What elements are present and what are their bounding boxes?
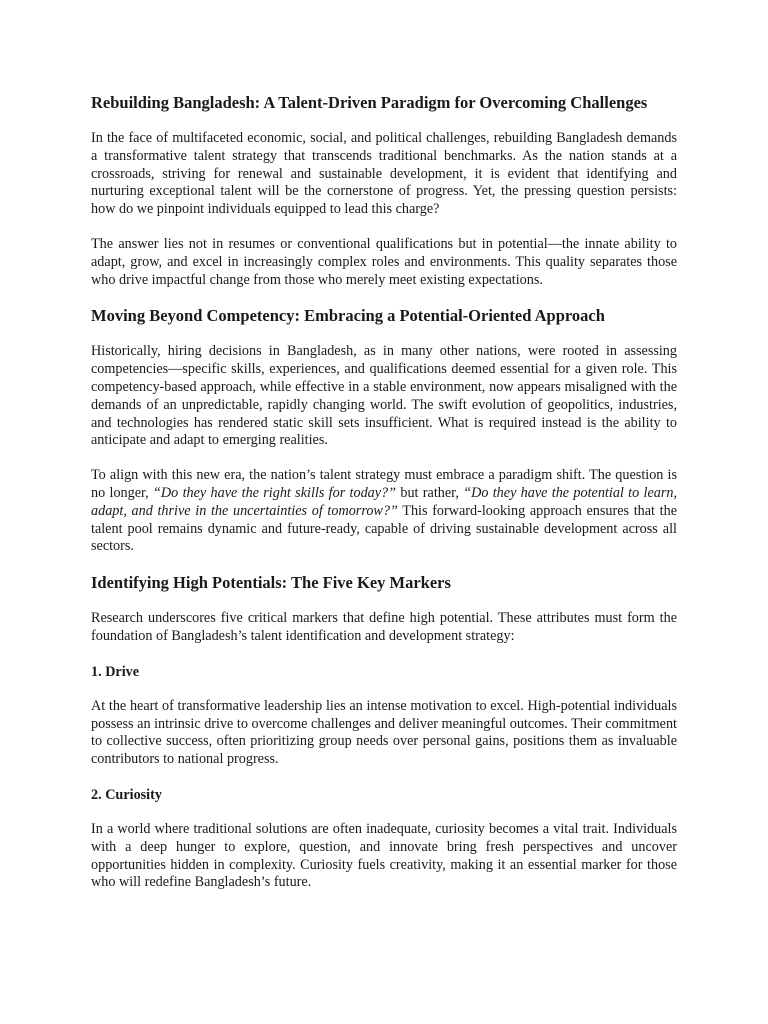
paragraph-text: but rather, xyxy=(396,484,464,501)
paragraph-text: This forward-looking approach ensures that the talent pool remains dynamic and future-ready, capable of driving sustainable development across all sectors. xyxy=(91,502,678,555)
paragraph-text: To align with this new era, the nation’s talent strategy must embrace a paradigm shift. The question is no longer, xyxy=(91,467,677,501)
marker-heading-curiosity: 2. Curiosity xyxy=(91,786,162,803)
quote-potential-tomorrow: “Do they have the potential to learn, adapt, and thrive in the uncertainties of tomorrow?” xyxy=(91,484,678,519)
document-title: Rebuilding Bangladesh: A Talent-Driven Paradigm for Overcoming Challenges xyxy=(91,93,648,112)
document-page xyxy=(91,93,677,909)
marker-text-curiosity: In a world where traditional solutions are often inadequate, curiosity becomes a vital trait. Individuals with a deep hunger to explore, question, and innovate bring fresh perspectives and uncover opportunities hidden in complexity. Curiosity fuels creativity, making it an essential marker for those who will redefine Bangladesh’s future. xyxy=(91,820,677,891)
section-heading-high-potentials: Identifying High Potentials: The Five Key Markers xyxy=(91,573,451,593)
competency-paragraph-2 xyxy=(91,467,677,556)
marker-heading-drive: 1. Drive xyxy=(91,663,140,680)
section-heading-competency: Moving Beyond Competency: Embracing a Potential-Oriented Approach xyxy=(91,306,605,326)
marker-text-drive: At the heart of transformative leadership lies an intense motivation to excel. High-potential individuals possess an intrinsic drive to overcome challenges and deliver meaningful outcomes. Their commitment to collective success, often prioritizing group needs over personal gains, positions them as invaluable contributors to national progress. xyxy=(91,697,677,768)
markers-intro-paragraph: Research underscores five critical markers that define high potential. These attributes must form the foundation of Bangladesh’s talent identification and development strategy: xyxy=(91,610,677,644)
intro-paragraph-1: In the face of multifaceted economic, social, and political challenges, rebuilding Bangladesh demands a transformative talent strategy that transcends traditional benchmarks. As the nation stands at a crossroads, striving for renewal and sustainable development, it is evident that identifying and nurturing exceptional talent will be the cornerstone of progress. Yet, the pressing question persists: how do we pinpoint individuals equipped to lead this charge? xyxy=(91,130,677,218)
quote-skills-today: “Do they have the right skills for today?” xyxy=(153,484,397,501)
intro-paragraph-2: The answer lies not in resumes or conventional qualifications but in potential—the innate ability to adapt, grow, and excel in increasingly complex roles and environments. This quality separates those who drive impactful change from those who merely meet existing expectations. xyxy=(91,235,677,288)
competency-paragraph-1: Historically, hiring decisions in Bangladesh, as in many other nations, were rooted in assessing competencies—specific skills, experiences, and qualifications deemed essential for a given role. This competency-based approach, while effective in a stable environment, now appears misaligned with the demands of an unpredictable, rapidly changing world. The swift evolution of geopolitics, industries, and technologies has rendered static skill sets insufficient. What is required instead is the ability to anticipate and adapt to emerging realities. xyxy=(91,343,677,449)
